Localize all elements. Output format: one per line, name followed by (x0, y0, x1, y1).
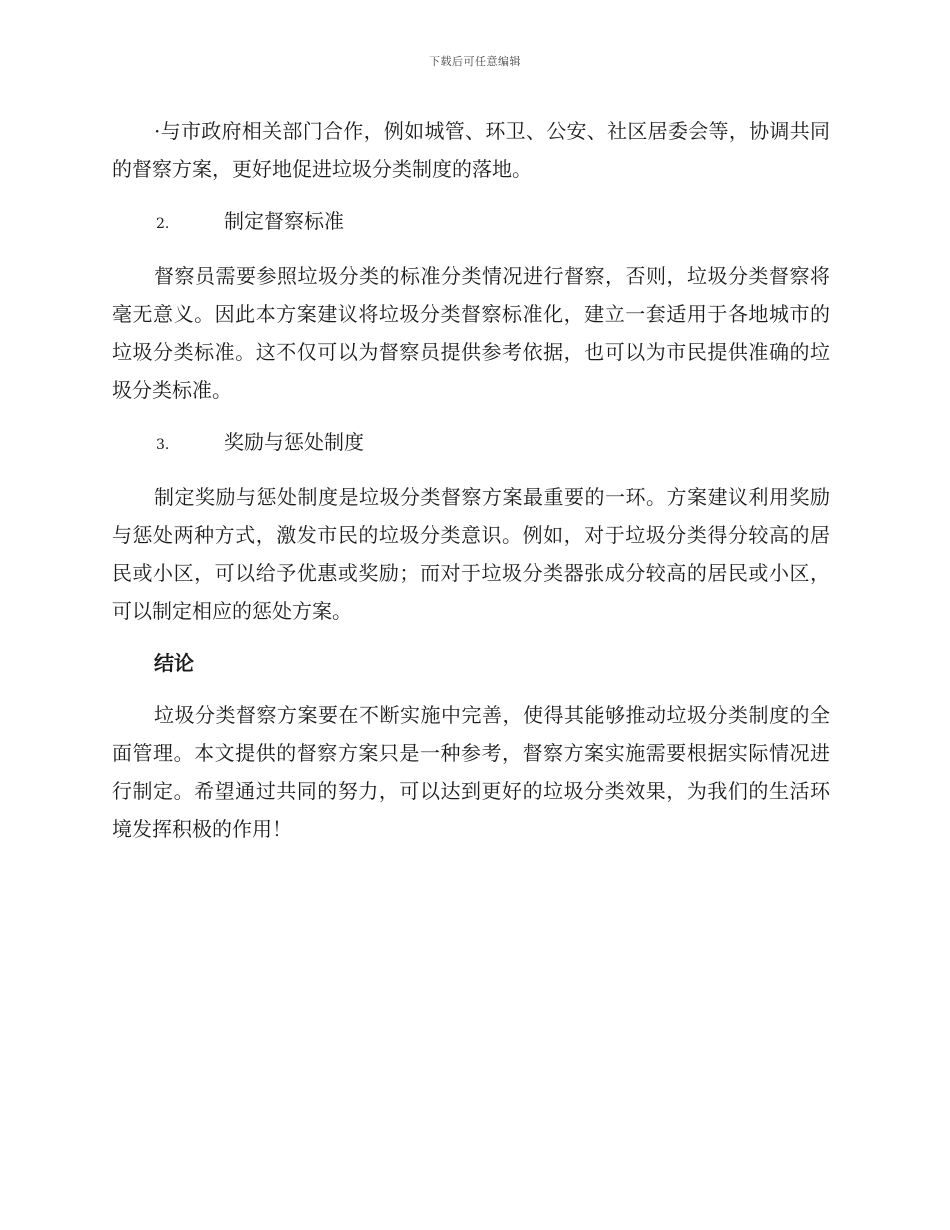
document-body (112, 112, 830, 862)
item-title: 奖励与惩处制度 (224, 430, 364, 454)
item-number: 2. (156, 216, 170, 232)
item-heading-rewards (112, 423, 830, 464)
section-heading-conclusion: 结论 (154, 651, 194, 675)
paragraph-rewards: 制定奖励与惩处制度是垃圾分类督察方案最重要的一环。方案建议利用奖励与惩处两种方式，激发市民的垃圾分类意识。例如，对于垃圾分类得分较高的居民或小区，可以给予优惠或奖励；而对于垃圾分类器张成分较高的居民或小区，可以制定相应的惩处方案。 (112, 485, 830, 623)
item-number: 3. (156, 437, 170, 453)
item-heading-standards (112, 202, 830, 243)
paragraph-cooperation: ·与市政府相关部门合作，例如城管、环卫、公安、社区居委会等，协调共同的督察方案，更好地促进垃圾分类制度的落地。 (112, 119, 830, 181)
page-header: 下载后可任意编辑 (429, 55, 521, 68)
item-title: 制定督察标准 (224, 209, 344, 233)
paragraph-conclusion: 垃圾分类督察方案要在不断实施中完善，使得其能够推动垃圾分类制度的全面管理。本文提供的督察方案只是一种参考，督察方案实施需要根据实际情况进行制定。希望通过共同的努力，可以达到更好的垃圾分类效果，为我们的生活环境发挥积极的作用！ (112, 703, 830, 841)
paragraph-standards: 督察员需要参照垃圾分类的标准分类情况进行督察，否则，垃圾分类督察将毫无意义。因此本方案建议将垃圾分类督察标准化，建立一套适用于各地城市的垃圾分类标准。这不仅可以为督察员提供参考依据，也可以为市民提供准确的垃圾分类标准。 (112, 264, 830, 402)
